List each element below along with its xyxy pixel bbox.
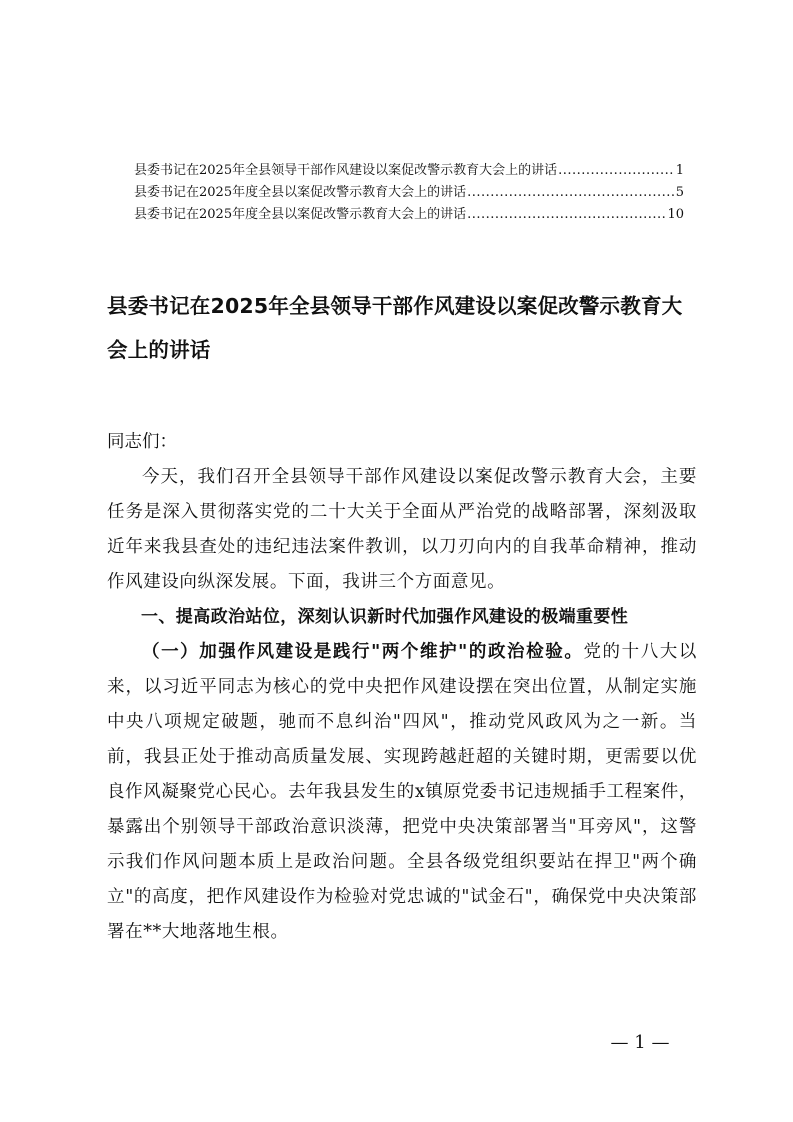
speech-body: [107, 425, 697, 950]
section-heading-1: 一、提高政治站位，深刻认识新时代加强作风建设的极端重要性: [141, 607, 629, 627]
toc-entry-3[interactable]: [134, 204, 684, 226]
subsection-paragraph-1: [107, 635, 697, 950]
intro-paragraph: 今天，我们召开全县领导干部作风建设以案促改警示教育大会，主要任务是深入贯彻落实党的二十大关于全面从严治党的战略部署，深刻汲取近年来我县查处的违纪违法案件教训，以刀刃向内的自我革命精神，推动作风建设向纵深发展。下面，我讲三个方面意见。: [107, 467, 697, 592]
toc-entry-title: 县委书记在2025年度全县以案促改警示教育大会上的讲话: [134, 207, 467, 222]
toc-dot-leader: [467, 204, 666, 226]
toc-entry-page: 5: [675, 185, 684, 200]
toc-dot-leader: [467, 182, 675, 204]
salutation: 同志们：: [107, 432, 177, 452]
toc-dot-leader: [558, 160, 675, 182]
page-number: — 1 —: [610, 1032, 670, 1053]
toc-entry-2[interactable]: [134, 182, 684, 204]
toc-entry-title: 县委书记在2025年全县领导干部作风建设以案促改警示教育大会上的讲话: [134, 163, 558, 178]
subsection-text: 党的十八大以来，以习近平同志为核心的党中央把作风建设摆在突出位置，从制定实施中央八项规定破题，驰而不息纠治"四风"，推动党风政风为之一新。当前，我县正处于推动高质量发展、实现跨越赶超的关键时期，更需要以优良作风凝聚党心民心。去年我县发生的x镇原党委书记违规插手工程案件，暴露出个别领导干部政治意识淡薄，把党中央决策部署当"耳旁风"，这警示我们作风问题本质上是政治问题。全县各级党组织要站在捍卫"两个确立"的高度，把作风建设作为检验对党忠诚的"试金石"，确保党中央决策部署在**大地落地生根。: [107, 642, 697, 942]
document-title: 县委书记在2025年全县领导干部作风建设以案促改警示教育大会上的讲话: [107, 294, 683, 362]
subsection-lead: （一）加强作风建设是践行"两个维护"的政治检验。: [142, 642, 584, 662]
toc-entry-1[interactable]: [134, 160, 684, 182]
table-of-contents: [134, 160, 684, 226]
toc-entry-page: 10: [667, 207, 684, 222]
toc-entry-page: 1: [675, 163, 684, 178]
toc-entry-title: 县委书记在2025年度全县以案促改警示教育大会上的讲话: [134, 185, 467, 200]
